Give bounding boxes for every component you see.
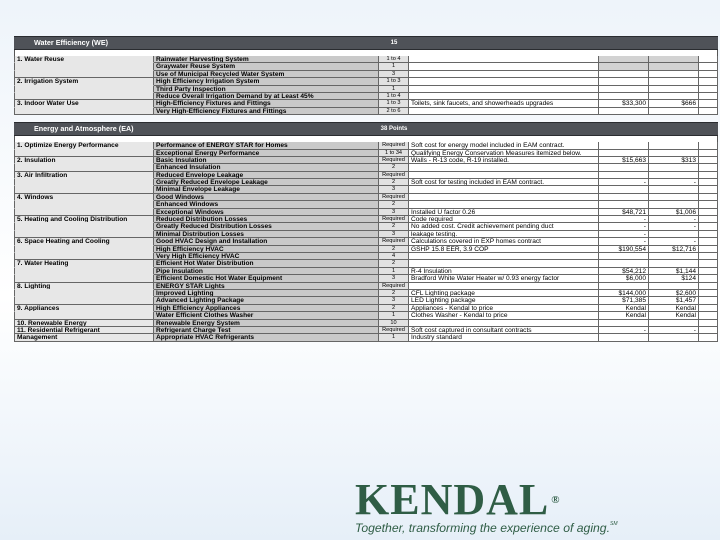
category-cell: [14, 186, 154, 193]
empty-cell: [699, 63, 718, 70]
points-cell: 1: [379, 334, 409, 341]
cost-cell: [599, 71, 649, 78]
points-cell: Required: [379, 194, 409, 201]
points-cell: Required: [379, 327, 409, 334]
cost-cell: [599, 142, 649, 149]
empty-cell: [699, 312, 718, 319]
note-cell: [409, 201, 599, 208]
empty-cell: [699, 320, 718, 327]
credit-cell: High Efficiency Irrigation System: [154, 78, 379, 85]
table-row: [14, 253, 718, 260]
empty-cell: [699, 186, 718, 193]
category-cell: 2. Irrigation System: [14, 78, 154, 85]
note-cell: Clothes Washer - Kendal to price: [409, 312, 599, 319]
empty-cell: [699, 327, 718, 334]
category-cell: [14, 246, 154, 253]
note-cell: Walls - R-13 code, R-19 installed.: [409, 157, 599, 164]
cost-cell: [599, 56, 649, 63]
credit-cell: Exceptional Windows: [154, 209, 379, 216]
note-cell: [409, 186, 599, 193]
empty-cell: [699, 246, 718, 253]
category-cell: [14, 86, 154, 93]
credit-cell: Water Efficient Clothes Washer: [154, 312, 379, 319]
cost-cell: $6,000: [599, 275, 649, 282]
table-row: [14, 63, 718, 70]
note-cell: Installed U factor 0.26: [409, 209, 599, 216]
annual-cost-cell: [649, 56, 699, 63]
cost-cell: [599, 253, 649, 260]
empty-cell: [699, 283, 718, 290]
points-cell: 2: [379, 305, 409, 312]
points-cell: 3: [379, 186, 409, 193]
annual-cost-cell: -: [649, 327, 699, 334]
category-cell: 6. Space Heating and Cooling: [14, 238, 154, 245]
empty-cell: [699, 108, 718, 115]
table-row: [14, 164, 718, 171]
points-cell: Required: [379, 283, 409, 290]
table-row: [14, 194, 718, 201]
category-cell: 3. Air Infiltration: [14, 172, 154, 179]
note-cell: Bradford White Water Heater w/ 0.93 energy factor: [409, 275, 599, 282]
credit-cell: Renewable Energy System: [154, 320, 379, 327]
cost-cell: -: [599, 216, 649, 223]
section: [14, 36, 718, 115]
scorecard-table: [14, 36, 718, 349]
empty-cell: [699, 78, 718, 85]
logo-tagline: Together, transforming the experience of aging.℠: [355, 521, 618, 535]
table-row: [14, 78, 718, 85]
section-title: Water Efficiency (WE): [34, 38, 109, 47]
note-cell: [409, 71, 599, 78]
table-row: [14, 172, 718, 179]
cost-cell: -: [599, 179, 649, 186]
cost-cell: -: [599, 327, 649, 334]
credit-cell: Greatly Reduced Envelope Leakage: [154, 179, 379, 186]
points-cell: 1 to 4: [379, 93, 409, 100]
cost-cell: $71,385: [599, 297, 649, 304]
category-cell: [14, 71, 154, 78]
table-row: [14, 186, 718, 193]
credit-cell: Enhanced Windows: [154, 201, 379, 208]
note-cell: Industry standard: [409, 334, 599, 341]
credit-cell: Good HVAC Design and Installation: [154, 238, 379, 245]
table-row: [14, 260, 718, 267]
annual-cost-cell: Kendal: [649, 312, 699, 319]
table-row: [14, 216, 718, 223]
annual-cost-cell: $1,006: [649, 209, 699, 216]
section-header: [14, 36, 718, 50]
table-row: [14, 246, 718, 253]
cost-cell: [599, 172, 649, 179]
table-row: [14, 142, 718, 149]
points-cell: 1 to 3: [379, 78, 409, 85]
credit-cell: Exceptional Energy Performance: [154, 150, 379, 157]
table-row: [14, 86, 718, 93]
credit-cell: Performance of ENERGY STAR for Homes: [154, 142, 379, 149]
annual-cost-cell: [649, 164, 699, 171]
note-cell: Soft cost for testing included in EAM contract.: [409, 179, 599, 186]
points-cell: 2: [379, 290, 409, 297]
table-row: [14, 100, 718, 107]
cost-cell: Kendal: [599, 305, 649, 312]
annual-cost-cell: [649, 186, 699, 193]
category-cell: 5. Heating and Cooling Distribution: [14, 216, 154, 223]
empty-cell: [699, 334, 718, 341]
cost-cell: [599, 86, 649, 93]
annual-cost-cell: [649, 253, 699, 260]
annual-cost-cell: [649, 194, 699, 201]
cost-cell: -: [599, 231, 649, 238]
category-cell: [14, 63, 154, 70]
annual-cost-cell: $2,600: [649, 290, 699, 297]
note-cell: Calculations covered in EXP homes contract: [409, 238, 599, 245]
points-cell: Required: [379, 172, 409, 179]
annual-cost-cell: -: [649, 223, 699, 230]
empty-cell: [699, 71, 718, 78]
category-cell: 10. Renewable Energy: [14, 320, 154, 327]
category-cell: [14, 290, 154, 297]
empty-cell: [699, 164, 718, 171]
empty-cell: [699, 305, 718, 312]
annual-cost-cell: [649, 86, 699, 93]
credit-cell: Third Party Inspection: [154, 86, 379, 93]
table-row: [14, 157, 718, 164]
annual-cost-cell: $124: [649, 275, 699, 282]
cost-cell: -: [599, 223, 649, 230]
note-cell: LED Lighting package: [409, 297, 599, 304]
annual-cost-cell: $1,144: [649, 268, 699, 275]
category-cell: 9. Appliances: [14, 305, 154, 312]
table-row: [14, 312, 718, 319]
table-row: [14, 290, 718, 297]
table-row: [14, 201, 718, 208]
cost-cell: -: [599, 238, 649, 245]
credit-cell: High-Efficiency Fixtures and Fittings: [154, 100, 379, 107]
table-row: [14, 334, 718, 341]
credit-cell: Pipe Insulation: [154, 268, 379, 275]
credit-cell: Advanced Lighting Package: [154, 297, 379, 304]
points-cell: 2 to 6: [379, 108, 409, 115]
category-cell: [14, 223, 154, 230]
category-cell: [14, 164, 154, 171]
credit-cell: Basic Insulation: [154, 157, 379, 164]
note-cell: Code required: [409, 216, 599, 223]
credit-cell: Reduced Distribution Losses: [154, 216, 379, 223]
note-cell: [409, 260, 599, 267]
note-cell: GSHP 15.8 EER, 3.9 COP: [409, 246, 599, 253]
category-cell: 3. Indoor Water Use: [14, 100, 154, 107]
category-cell: 1. Water Reuse: [14, 56, 154, 63]
note-cell: [409, 194, 599, 201]
annual-cost-cell: [649, 78, 699, 85]
category-cell: [14, 312, 154, 319]
cost-cell: [599, 78, 649, 85]
cost-cell: [599, 194, 649, 201]
points-cell: 4: [379, 253, 409, 260]
note-cell: [409, 78, 599, 85]
credit-cell: Good Windows: [154, 194, 379, 201]
category-cell: 2. Insulation: [14, 157, 154, 164]
note-cell: [409, 108, 599, 115]
empty-cell: [699, 209, 718, 216]
table-row: [14, 320, 718, 327]
category-cell: [14, 231, 154, 238]
empty-cell: [699, 297, 718, 304]
empty-cell: [699, 290, 718, 297]
table-row: [14, 297, 718, 304]
annual-cost-cell: [649, 260, 699, 267]
category-cell: 7. Water Heating: [14, 260, 154, 267]
cost-cell: $15,663: [599, 157, 649, 164]
table-row: [14, 108, 718, 115]
table-row: [14, 150, 718, 157]
points-cell: 10: [379, 320, 409, 327]
note-cell: leakage testing.: [409, 231, 599, 238]
empty-cell: [699, 201, 718, 208]
points-cell: 1: [379, 63, 409, 70]
empty-cell: [699, 150, 718, 157]
note-cell: Soft cost for energy model included in EAM contract.: [409, 142, 599, 149]
annual-cost-cell: $1,457: [649, 297, 699, 304]
note-cell: Qualifying Energy Conservation Measures itemized below.: [409, 150, 599, 157]
points-cell: 1 to 4: [379, 56, 409, 63]
credit-cell: Efficient Domestic Hot Water Equipment: [154, 275, 379, 282]
table-row: [14, 179, 718, 186]
table-row: [14, 93, 718, 100]
points-cell: 3: [379, 209, 409, 216]
points-cell: 2: [379, 246, 409, 253]
cost-cell: Kendal: [599, 312, 649, 319]
annual-cost-cell: [649, 201, 699, 208]
points-cell: 2: [379, 179, 409, 186]
annual-cost-cell: [649, 63, 699, 70]
cost-cell: $48,721: [599, 209, 649, 216]
note-cell: [409, 172, 599, 179]
empty-cell: [699, 260, 718, 267]
empty-cell: [699, 172, 718, 179]
points-cell: Required: [379, 238, 409, 245]
empty-cell: [699, 231, 718, 238]
annual-cost-cell: [649, 93, 699, 100]
note-cell: [409, 253, 599, 260]
points-cell: Required: [379, 216, 409, 223]
table-row: [14, 283, 718, 290]
credit-cell: High Efficiency Appliances: [154, 305, 379, 312]
note-cell: R-4 Insulation: [409, 268, 599, 275]
cost-cell: [599, 283, 649, 290]
cost-cell: [599, 93, 649, 100]
table-row: [14, 275, 718, 282]
empty-cell: [699, 56, 718, 63]
note-cell: Appliances - Kendal to price: [409, 305, 599, 312]
cost-cell: [599, 108, 649, 115]
table-row: [14, 223, 718, 230]
empty-cell: [699, 223, 718, 230]
points-cell: 1: [379, 86, 409, 93]
table-row: [14, 305, 718, 312]
annual-cost-cell: -: [649, 238, 699, 245]
points-cell: Required: [379, 142, 409, 149]
annual-cost-cell: [649, 283, 699, 290]
empty-cell: [699, 216, 718, 223]
cost-cell: [599, 63, 649, 70]
note-cell: [409, 320, 599, 327]
empty-cell: [699, 238, 718, 245]
cost-cell: [599, 150, 649, 157]
table-row: [14, 71, 718, 78]
table-row: [14, 56, 718, 63]
annual-cost-cell: -: [649, 179, 699, 186]
points-cell: 2: [379, 164, 409, 171]
empty-cell: [699, 93, 718, 100]
category-cell: 4. Windows: [14, 194, 154, 201]
annual-cost-cell: [649, 150, 699, 157]
empty-cell: [699, 194, 718, 201]
cost-cell: $144,000: [599, 290, 649, 297]
category-cell: 11. Residential Refrigerant: [14, 327, 154, 334]
note-cell: [409, 283, 599, 290]
annual-cost-cell: $313: [649, 157, 699, 164]
category-cell: [14, 93, 154, 100]
empty-cell: [699, 86, 718, 93]
section-title: Energy and Atmosphere (EA): [34, 124, 134, 134]
annual-cost-cell: [649, 334, 699, 341]
annual-cost-cell: [649, 108, 699, 115]
category-cell: [14, 201, 154, 208]
kendal-logo: [355, 475, 705, 535]
annual-cost-cell: -: [649, 216, 699, 223]
logo-wordmark: KENDAL ®: [355, 475, 561, 524]
credit-cell: Very High-Efficiency Fixtures and Fittings: [154, 108, 379, 115]
points-cell: 3: [379, 71, 409, 78]
note-cell: CFL Lighting package: [409, 290, 599, 297]
category-cell: 1. Optimize Energy Performance: [14, 142, 154, 149]
table-row: [14, 268, 718, 275]
cost-cell: [599, 186, 649, 193]
note-cell: [409, 86, 599, 93]
note-cell: Toilets, sink faucets, and showerheads upgrades: [409, 100, 599, 107]
annual-cost-cell: [649, 142, 699, 149]
points-cell: 1 to 3: [379, 100, 409, 107]
credit-cell: Reduced Envelope Leakage: [154, 172, 379, 179]
note-cell: [409, 164, 599, 171]
points-cell: 2: [379, 260, 409, 267]
credit-cell: Enhanced Insulation: [154, 164, 379, 171]
cost-cell: $190,554: [599, 246, 649, 253]
credit-cell: Efficient Hot Water Distribution: [154, 260, 379, 267]
note-cell: [409, 63, 599, 70]
credit-cell: Very High Efficiency HVAC: [154, 253, 379, 260]
cost-cell: [599, 320, 649, 327]
empty-cell: [699, 268, 718, 275]
empty-cell: [699, 157, 718, 164]
points-cell: 3: [379, 275, 409, 282]
points-cell: 1: [379, 312, 409, 319]
points-cell: 1: [379, 268, 409, 275]
category-cell: [14, 268, 154, 275]
table-row: [14, 231, 718, 238]
empty-cell: [699, 142, 718, 149]
cost-cell: $54,212: [599, 268, 649, 275]
annual-cost-cell: [649, 172, 699, 179]
category-cell: [14, 275, 154, 282]
points-cell: Required: [379, 157, 409, 164]
category-cell: [14, 108, 154, 115]
empty-cell: [699, 100, 718, 107]
table-row: [14, 327, 718, 334]
table-row: [14, 238, 718, 245]
credit-cell: Improved Lighting: [154, 290, 379, 297]
cost-cell: [599, 260, 649, 267]
annual-cost-cell: [649, 231, 699, 238]
points-cell: 1 to 34: [379, 150, 409, 157]
cost-cell: [599, 201, 649, 208]
category-cell: [14, 253, 154, 260]
credit-cell: Appropriate HVAC Refrigerants: [154, 334, 379, 341]
points-cell: 2: [379, 223, 409, 230]
credit-cell: Rainwater Harvesting System: [154, 56, 379, 63]
cost-cell: [599, 334, 649, 341]
note-cell: [409, 93, 599, 100]
annual-cost-cell: [649, 71, 699, 78]
credit-cell: Minimal Distribution Losses: [154, 231, 379, 238]
annual-cost-cell: $12,716: [649, 246, 699, 253]
credit-cell: High Efficiency HVAC: [154, 246, 379, 253]
empty-cell: [699, 179, 718, 186]
credit-cell: Use of Municipal Recycled Water System: [154, 71, 379, 78]
credit-cell: ENERGY STAR Lights: [154, 283, 379, 290]
points-cell: 3: [379, 297, 409, 304]
credit-cell: Reduce Overall Irrigation Demand by at Least 45%: [154, 93, 379, 100]
points-cell: 2: [379, 201, 409, 208]
annual-cost-cell: [649, 320, 699, 327]
section-points: 38 Points: [380, 126, 408, 133]
category-cell: [14, 150, 154, 157]
empty-cell: [699, 275, 718, 282]
points-cell: 3: [379, 231, 409, 238]
annual-cost-cell: Kendal: [649, 305, 699, 312]
note-cell: [409, 56, 599, 63]
category-cell: 8. Lighting: [14, 283, 154, 290]
credit-cell: Greatly Reduced Distribution Losses: [154, 223, 379, 230]
credit-cell: Graywater Reuse System: [154, 63, 379, 70]
cost-cell: $33,300: [599, 100, 649, 107]
section-points: 15: [390, 40, 398, 46]
empty-cell: [699, 253, 718, 260]
category-cell: [14, 209, 154, 216]
table-row: [14, 209, 718, 216]
credit-cell: Minimal Envelope Leakage: [154, 186, 379, 193]
category-cell: [14, 179, 154, 186]
credit-cell: Refrigerant Charge Test: [154, 327, 379, 334]
section-header: [14, 122, 718, 136]
section: [14, 122, 718, 342]
note-cell: Soft cost captured in consultant contracts: [409, 327, 599, 334]
annual-cost-cell: $666: [649, 100, 699, 107]
cost-cell: [599, 164, 649, 171]
note-cell: No added cost. Credit achievement pending duct: [409, 223, 599, 230]
category-cell: Management: [14, 334, 154, 341]
category-cell: [14, 297, 154, 304]
